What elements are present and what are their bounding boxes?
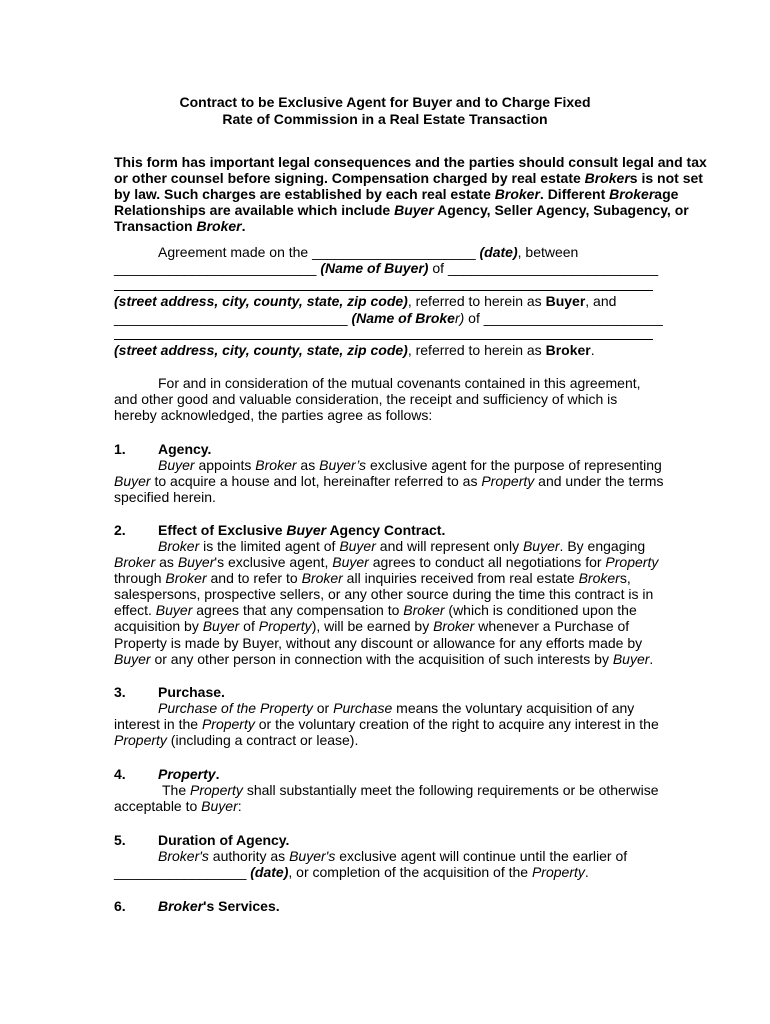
section-text: Broker [165, 570, 207, 586]
section-text: Property [190, 782, 243, 798]
section-text: and will represent only [375, 538, 523, 554]
section-number: 4. [114, 766, 126, 782]
section-heading [158, 898, 280, 914]
paragraph-line: For and in consideration of the mutual covenants contained in this agreement, [158, 375, 641, 391]
agreement-text: r) [454, 310, 465, 326]
section-text: or [312, 700, 334, 716]
paragraph-line: hereby acknowledged, the parties agree as follows: [114, 407, 433, 423]
agreement-text: (date) [475, 244, 518, 260]
section-text: Property [605, 554, 659, 570]
section-text: acceptable to [114, 798, 202, 814]
section-text: Broker [301, 570, 343, 586]
broker-address-line[interactable] [114, 339, 653, 340]
section-text: appoints [194, 457, 256, 473]
section-number: 3. [114, 684, 126, 700]
notice-line [114, 170, 703, 186]
section-line: Property is made by Buyer, without any discount or allowance for any efforts made by [114, 635, 643, 651]
section-text: is the limited agent of [199, 538, 340, 554]
section-heading [158, 766, 219, 782]
section-text: Buyer [522, 538, 560, 554]
section-line [158, 457, 662, 473]
document-title-line1: Contract to be Exclusive Agent for Buyer and to Charge Fixed [179, 94, 591, 110]
notice-text: Broker [494, 186, 540, 202]
section-line [114, 473, 663, 489]
section-heading [158, 522, 445, 538]
notice-text: Broker [584, 170, 630, 186]
section-number: 6. [114, 898, 126, 914]
section-text: Property [531, 864, 585, 880]
notice-text: by law. Such charges are established by each real estate [114, 186, 495, 202]
section-line [114, 618, 629, 634]
agreement-line [114, 310, 663, 326]
section-text: The [162, 782, 191, 798]
section-heading: Duration of Agency. [158, 832, 290, 848]
section-text: Buyer [612, 651, 650, 667]
agreement-line [158, 244, 578, 260]
end-date-blank[interactable]: _________________ [114, 864, 247, 880]
agreement-text: , referred to herein as [407, 293, 546, 309]
agreement-text: , between [517, 244, 579, 260]
section-line [114, 864, 589, 880]
section-text: (date) [246, 864, 289, 880]
agreement-line [114, 293, 616, 309]
section-text: agrees that any compensation to [192, 602, 404, 618]
notice-line [114, 202, 689, 218]
agreement-text: , and [585, 293, 617, 309]
section-number: 1. [114, 441, 126, 457]
section-number: 2. [114, 522, 126, 538]
section-text: Purchase [333, 700, 393, 716]
section-text: Buyer’s [319, 457, 367, 473]
section-text: all inquiries received from real estate [342, 570, 579, 586]
agreement-text: . [590, 342, 595, 358]
agreement-text: Agreement made on the [158, 244, 313, 260]
section-text: interest in the [114, 716, 202, 732]
notice-line: This form has important legal consequences and the parties should consult legal and tax [114, 154, 707, 170]
section-text: . [649, 651, 654, 667]
notice-text: or other counsel before signing. Compensation charged by real estate [114, 170, 585, 186]
section-text: authority as [208, 848, 290, 864]
section-text: Broker [255, 457, 297, 473]
section-text: Buyer [202, 618, 240, 634]
section-text: exclusive agent will continue until the earlier of [335, 848, 628, 864]
section-text: Buyer [177, 554, 215, 570]
agreement-text: (Name of Buyer) [316, 260, 429, 276]
section-text: s, [619, 570, 631, 586]
heading-text: Property [158, 766, 216, 782]
section-heading: Agency. [158, 441, 212, 457]
agreement-text: (street address, city, county, state, zip code) [114, 293, 408, 309]
notice-text: Transaction [114, 218, 197, 234]
broker-of-blank[interactable]: _______________________ [483, 310, 663, 326]
section-text: Broker [403, 602, 445, 618]
agreement-text: Buyer [545, 293, 586, 309]
buyer-name-blank[interactable]: __________________________ [114, 260, 317, 276]
notice-text: Broker [609, 186, 655, 202]
section-text: : [237, 798, 242, 814]
section-text: Broker [158, 538, 200, 554]
heading-text: Broker [158, 898, 204, 914]
section-text: Property [114, 732, 167, 748]
heading-text: 's Services. [203, 898, 280, 914]
section-text: . [584, 864, 589, 880]
section-line [158, 700, 634, 716]
section-line [114, 716, 659, 732]
notice-text: . Different [539, 186, 610, 202]
notice-text: Relationships are available which include [114, 202, 395, 218]
section-line [114, 554, 658, 570]
section-text: and to refer to [206, 570, 302, 586]
heading-text: Effect of Exclusive [158, 522, 287, 538]
section-text: Buyer's [289, 848, 336, 864]
section-text: through [114, 570, 166, 586]
date-blank[interactable]: _____________________ [312, 244, 476, 260]
section-text: and under the terms [534, 473, 664, 489]
notice-text: s is not set [629, 170, 703, 186]
section-line [114, 798, 242, 814]
section-text: agrees to conduct all negotiations for [368, 554, 606, 570]
section-line [114, 732, 358, 748]
section-text: shall substantially meet the following requirements or be otherwise [242, 782, 659, 798]
section-text: ), will be earned by [311, 618, 434, 634]
section-text: acquisition by [114, 618, 203, 634]
section-text: Property [258, 618, 312, 634]
section-text: effect. [114, 602, 156, 618]
section-text: Broker [433, 618, 475, 634]
section-text: to acquire a house and lot, hereinafter referred to as [150, 473, 482, 489]
section-text: Purchase of the Property [158, 700, 313, 716]
notice-text: . [241, 218, 246, 234]
section-text: Broker [578, 570, 620, 586]
heading-text: Buyer [286, 522, 327, 538]
buyer-of-blank[interactable]: ___________________________ [447, 260, 659, 276]
agreement-text: (street address, city, county, state, zip code) [114, 342, 408, 358]
section-text: Broker [114, 554, 156, 570]
section-text: whenever a Purchase of [474, 618, 630, 634]
notice-line [114, 218, 246, 234]
section-number: 5. [114, 832, 126, 848]
agreement-line [114, 342, 595, 358]
section-text: . By engaging [559, 538, 646, 554]
buyer-address-line[interactable] [114, 290, 653, 291]
notice-text: Agency, Seller Agency, Subagency, or [433, 202, 689, 218]
agreement-text: of [428, 260, 448, 276]
section-line [114, 651, 653, 667]
section-line [114, 570, 631, 586]
section-text: means the voluntary acquisition of any [392, 700, 635, 716]
section-text: or the voluntary creation of the right to acquire any interest in the [254, 716, 659, 732]
section-line [114, 602, 637, 618]
section-text: Buyer [155, 602, 193, 618]
section-heading: Purchase. [158, 684, 225, 700]
section-text: Buyer [332, 554, 369, 570]
section-text: or any other person in connection with the acquisition of such interests by [150, 651, 613, 667]
section-text: Buyer [114, 473, 151, 489]
section-text: exclusive agent for the purpose of representing [366, 457, 662, 473]
paragraph-line: and other good and valuable consideration, the receipt and sufficiency of which is [114, 391, 618, 407]
agreement-text: of [464, 310, 484, 326]
section-text: , or completion of the acquisition of the [288, 864, 532, 880]
document-title-line2: Rate of Commission in a Real Estate Transaction [222, 111, 548, 127]
section-text: Buyer [339, 538, 376, 554]
section-line [158, 848, 627, 864]
agreement-text: Broker [545, 342, 591, 358]
section-text: 's exclusive agent, [214, 554, 333, 570]
section-text: Buyer [114, 651, 151, 667]
broker-name-blank[interactable]: ______________________________ [114, 310, 348, 326]
notice-text: Buyer [394, 202, 434, 218]
section-text: Broker's [158, 848, 209, 864]
heading-text: . [215, 766, 220, 782]
heading-text: Agency Contract. [326, 522, 446, 538]
agreement-text: (Name of Broke [347, 310, 455, 326]
section-text: as [296, 457, 320, 473]
section-line [162, 782, 658, 798]
section-text: of [239, 618, 259, 634]
notice-line [114, 186, 678, 202]
agreement-line [114, 260, 658, 276]
section-line [158, 538, 645, 554]
section-line: specified herein. [114, 489, 216, 505]
section-text: as [155, 554, 178, 570]
section-text: (including a contract or lease). [166, 732, 359, 748]
notice-text: age [654, 186, 679, 202]
section-text: Property [481, 473, 535, 489]
section-line: salespersons, prospective sellers, or any other source during the time this contract is in [114, 586, 654, 602]
section-text: Buyer [158, 457, 195, 473]
section-text: Property [201, 716, 255, 732]
section-text: (which is conditioned upon the [444, 602, 637, 618]
agreement-text: , referred to herein as [407, 342, 546, 358]
notice-text: Broker [196, 218, 242, 234]
section-text: Buyer [201, 798, 238, 814]
